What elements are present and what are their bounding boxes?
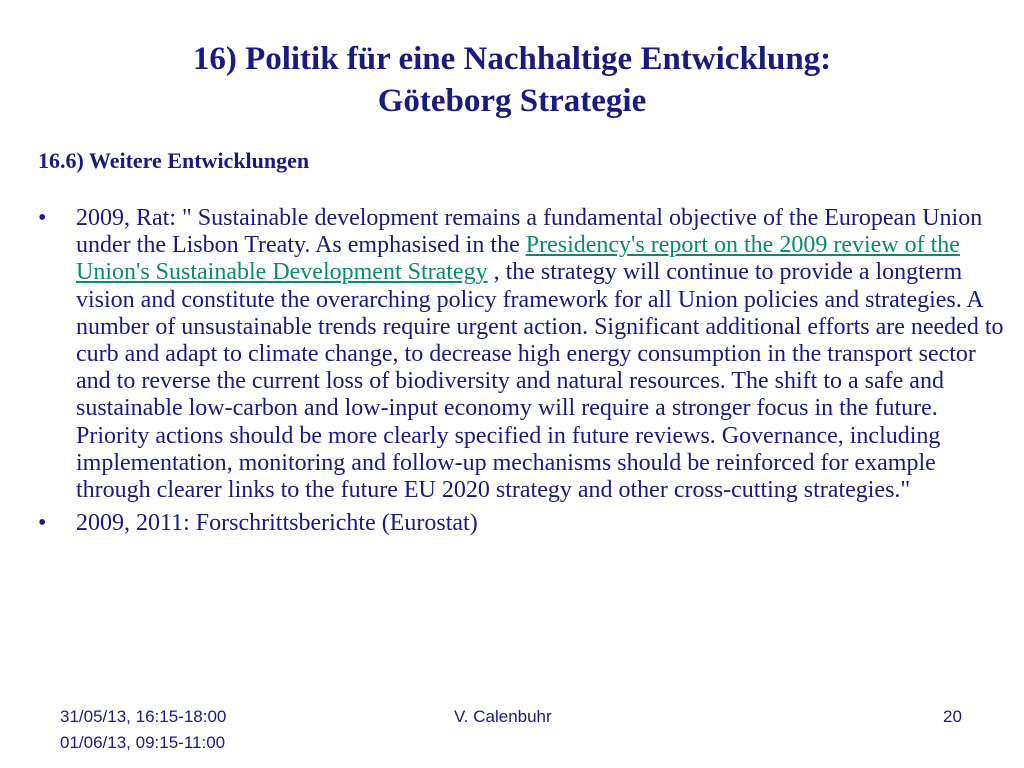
section-subtitle: 16.6) Weitere Entwicklungen: [38, 148, 310, 173]
footer-date-line-1: 31/05/13, 16:15-18:00: [60, 707, 227, 726]
slide-title-line-1: 16) Politik für eine Nachhaltige Entwicklung:: [192, 41, 832, 77]
footer-date-line-2: 01/06/13, 09:15-11:00: [60, 733, 226, 752]
slide-title-line-2: Göteborg Strategie: [377, 83, 647, 119]
bullet-dot-icon: •: [38, 205, 47, 231]
presidency-report-link[interactable]: Presidency's report on the 2009 review of the Union's Sustainable Development Strategy: [76, 232, 960, 286]
footer-dates: [60, 704, 226, 756]
bullet-text: 2009, 2011: Forschrittsberichte (Eurostat): [76, 510, 478, 537]
bullet-text-after-link: , the strategy will continue to provide a longterm vision and constitute the overarching policy framework for all Union policies and strategies. A number of unsustainable trends require urgent action. Significant additional efforts are needed to curb and adapt to climate change, to decrease high energy consumption in the transport sector and to reverse the current loss of biodiversity and natural resources. The shift to a safe and sustainable low-carbon and low-input economy will require a stronger focus in the future. Priority actions should be more clearly specified in future reviews. Governance, including implementation, monitoring and follow-up mechanisms should be reinforced for example through clearer links to the future EU 2020 strategy and other cross-cutting strategies.": [76, 259, 1004, 504]
bullet-list: [38, 205, 1013, 543]
bullet-dot-icon: •: [38, 510, 47, 537]
bullet-item-progress-reports: [38, 510, 1013, 537]
slide-title: [0, 38, 1024, 122]
footer-author: V. Calenbuhr: [454, 707, 552, 726]
bullet-text-before-link: 2009, Rat: " Sustainable development remains a fundamental objective of the European Union under the Lisbon Treaty. As emphasised in the: [76, 205, 983, 259]
bullet-item-council-2009: [38, 205, 1013, 504]
footer-page-number: 20: [943, 707, 962, 726]
